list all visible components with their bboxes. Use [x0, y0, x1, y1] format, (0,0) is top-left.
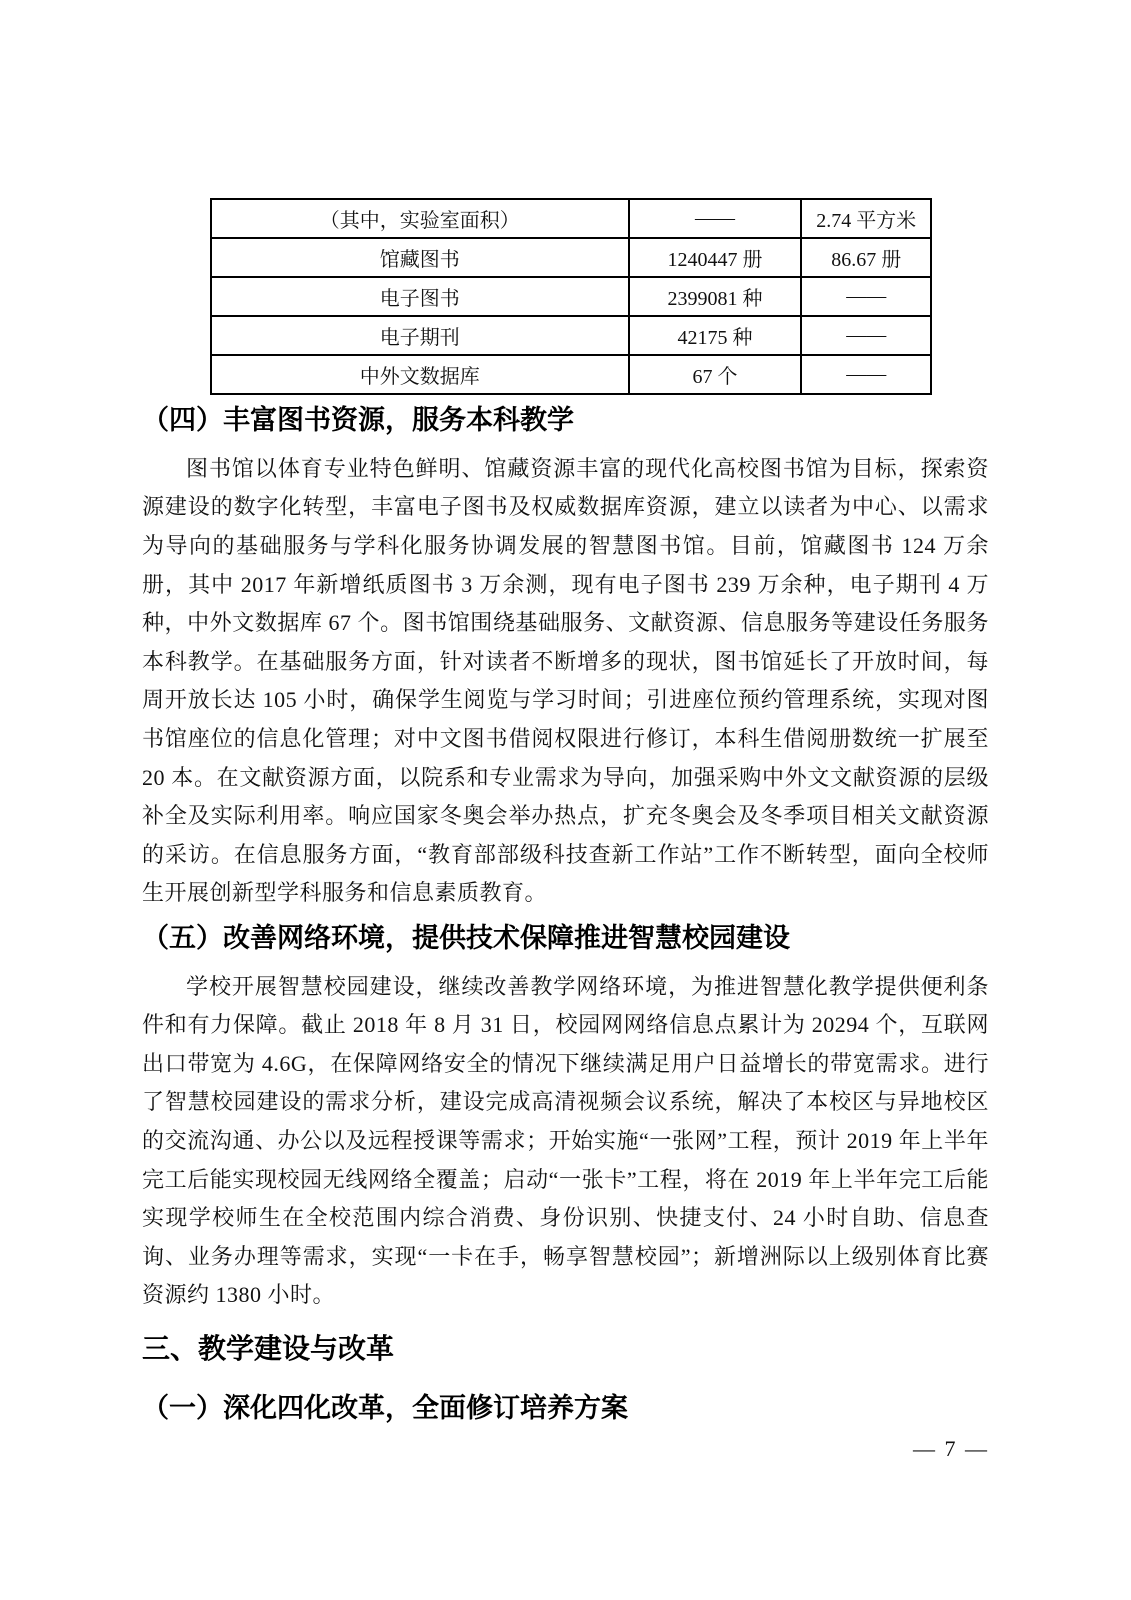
- table-cell: ——: [629, 199, 802, 238]
- table-cell: ——: [801, 277, 931, 316]
- library-resources-table: [210, 198, 932, 395]
- table-cell: ——: [801, 355, 931, 394]
- table-cell: 42175 种: [629, 316, 802, 355]
- table-row: [211, 277, 931, 316]
- subsection-heading: （一）深化四化改革，全面修订培养方案: [142, 1392, 628, 1423]
- page-content: [0, 198, 1131, 1426]
- table-cell: 1240447 册: [629, 238, 802, 277]
- section-heading-5: （五）改善网络环境，提供技术保障推进智慧校园建设: [142, 922, 790, 953]
- table-cell: （其中，实验室面积）: [211, 199, 629, 238]
- table-row: [211, 238, 931, 277]
- page-number: — 7 —: [913, 1436, 989, 1461]
- table-cell: ——: [801, 316, 931, 355]
- paragraph-library-resources: 图书馆以体育专业特色鲜明、馆藏资源丰富的现代化高校图书馆为目标，探索资源建设的数字化转型，丰富电子图书及权威数据库资源，建立以读者为中心、以需求为导向的基础服务与学科化服务协调发展的智慧图书馆。目前，馆藏图书 124 万余册，其中 2017 年新增纸质图书 3 万余测，现有电子图书 239 万余种，电子期刊 4 万种，中外文数据库 67 个。图书馆围绕基础服务、文献资源、信息服务等建设任务服务本科教学。在基础服务方面，针对读者不断增多的现状，图书馆延长了开放时间，每周开放长达 105 小时，确保学生阅览与学习时间；引进座位预约管理系统，实现对图书馆座位的信息化管理；对中文图书借阅权限进行修订，本科生借阅册数统一扩展至 20 本。在文献资源方面，以院系和专业需求为导向，加强采购中外文文献资源的层级补全及实际利用率。响应国家冬奥会举办热点，扩充冬奥会及冬季项目相关文献资源的采访。在信息服务方面，“教育部部级科技查新工作站”工作不断转型，面向全校师生开展创新型学科服务和信息素质教育。: [142, 455, 989, 906]
- table-cell: 86.67 册: [801, 238, 931, 277]
- table-cell: 馆藏图书: [211, 238, 629, 277]
- table-cell: 电子期刊: [211, 316, 629, 355]
- chapter-heading: 三、教学建设与改革: [142, 1332, 395, 1364]
- table-cell: 中外文数据库: [211, 355, 629, 394]
- table-cell: 2.74 平方米: [801, 199, 931, 238]
- table-row: [211, 316, 931, 355]
- table-row: [211, 355, 931, 394]
- table-cell: 67 个: [629, 355, 802, 394]
- table-cell: 电子图书: [211, 277, 629, 316]
- table-cell: 2399081 种: [629, 277, 802, 316]
- section-heading-4: （四）丰富图书资源，服务本科教学: [142, 405, 574, 435]
- paragraph-network-environment: 学校开展智慧校园建设，继续改善教学网络环境，为推进智慧化教学提供便利条件和有力保障。截止 2018 年 8 月 31 日，校园网网络信息点累计为 20294 个，互联网出口带宽为 4.6G，在保障网络安全的情况下继续满足用户日益增长的带宽需求。进行了智慧校园建设的需求分析，建设完成高清视频会议系统，解决了本校区与异地校区的交流沟通、办公以及远程授课等需求；开始实施“一张网”工程，预计 2019 年上半年完工后能实现校园无线网络全覆盖；启动“一张卡”工程，将在 2019 年上半年完工后能实现学校师生在全校范围内综合消费、身份识别、快捷支付、24 小时自助、信息查询、业务办理等需求，实现“一卡在手，畅享智慧校园”；新增洲际以上级别体育比赛资源约 1380 小时。: [142, 973, 989, 1308]
- table-row: [211, 199, 931, 238]
